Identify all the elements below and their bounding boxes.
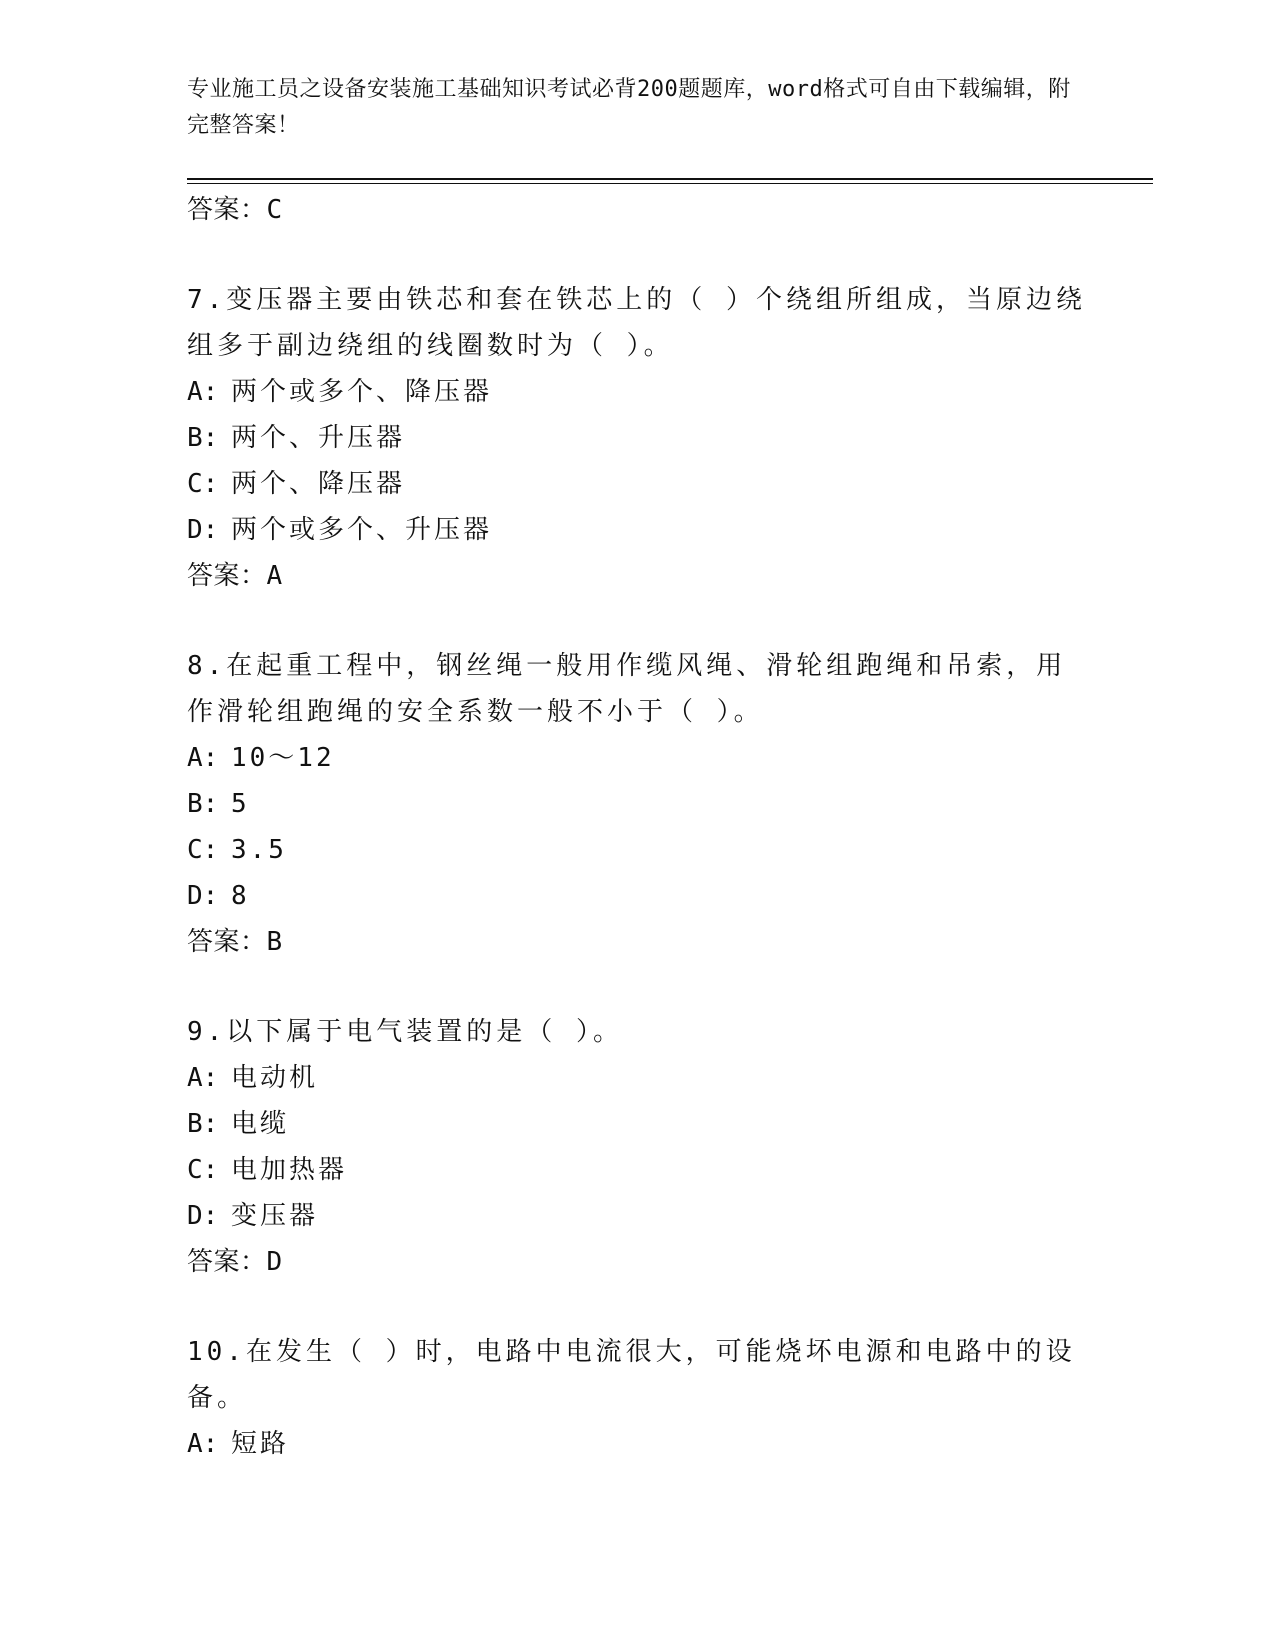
option-d — [187, 873, 1087, 919]
option-key: B: — [187, 423, 219, 453]
header-divider-thin — [187, 183, 1153, 184]
option-b — [187, 781, 1087, 827]
option-key: A: — [187, 1429, 219, 1459]
option-text: 两个或多个、降压器 — [231, 377, 493, 407]
option-b — [187, 415, 1087, 461]
option-c — [187, 461, 1087, 507]
question-item-9 — [187, 1009, 1087, 1285]
page-header-title: 专业施工员之设备安装施工基础知识考试必背200题题库，word格式可自由下载编辑，附完整答案！ — [187, 77, 1071, 138]
question-item-10 — [187, 1329, 1087, 1467]
option-a — [187, 735, 1087, 781]
question-item-8 — [187, 643, 1087, 965]
option-key: D: — [187, 881, 219, 911]
option-a — [187, 1421, 1087, 1467]
option-a — [187, 369, 1087, 415]
header-divider — [187, 178, 1153, 180]
question-item-7 — [187, 277, 1087, 599]
option-text: 电缆 — [231, 1109, 290, 1139]
option-text: 电加热器 — [231, 1155, 348, 1185]
option-d — [187, 507, 1087, 553]
option-key: D: — [187, 515, 219, 545]
option-text: 两个、降压器 — [231, 469, 406, 499]
option-text: 两个、升压器 — [231, 423, 406, 453]
option-text: 10～12 — [231, 743, 335, 773]
option-key: A: — [187, 1063, 219, 1093]
option-key: C: — [187, 1155, 219, 1185]
option-text: 两个或多个、升压器 — [231, 515, 493, 545]
option-text: 变压器 — [231, 1201, 319, 1231]
option-key: B: — [187, 789, 219, 819]
option-b — [187, 1101, 1087, 1147]
option-d — [187, 1193, 1087, 1239]
answer-label: 答案：B — [187, 927, 283, 957]
option-text: 电动机 — [231, 1063, 319, 1093]
option-key: A: — [187, 377, 219, 407]
option-key: C: — [187, 469, 219, 499]
question-text: 8.在起重工程中，钢丝绳一般用作缆风绳、滑轮组跑绳和吊索，用作滑轮组跑绳的安全系数一般不小于（ ）。 — [187, 651, 1067, 727]
option-text: 短路 — [231, 1429, 290, 1459]
option-text: 5 — [231, 789, 250, 819]
option-key: C: — [187, 835, 219, 865]
question-text: 7.变压器主要由铁芯和套在铁芯上的（ ）个绕组所组成，当原边绕组多于副边绕组的线圈数时为（ ）。 — [187, 285, 1086, 361]
option-text: 8 — [231, 881, 250, 911]
option-c — [187, 827, 1087, 873]
answer-label: 答案：C — [187, 195, 283, 225]
answer-label: 答案：A — [187, 561, 283, 591]
question-text: 9.以下属于电气装置的是（ ）。 — [187, 1017, 623, 1047]
question-text: 10.在发生（ ）时，电路中电流很大，可能烧坏电源和电路中的设备。 — [187, 1337, 1076, 1413]
option-a — [187, 1055, 1087, 1101]
question-list — [187, 187, 1087, 1467]
option-text: 3.5 — [231, 835, 287, 865]
option-key: D: — [187, 1201, 219, 1231]
option-c — [187, 1147, 1087, 1193]
answer-label: 答案：D — [187, 1247, 283, 1277]
option-key: A: — [187, 743, 219, 773]
option-key: B: — [187, 1109, 219, 1139]
